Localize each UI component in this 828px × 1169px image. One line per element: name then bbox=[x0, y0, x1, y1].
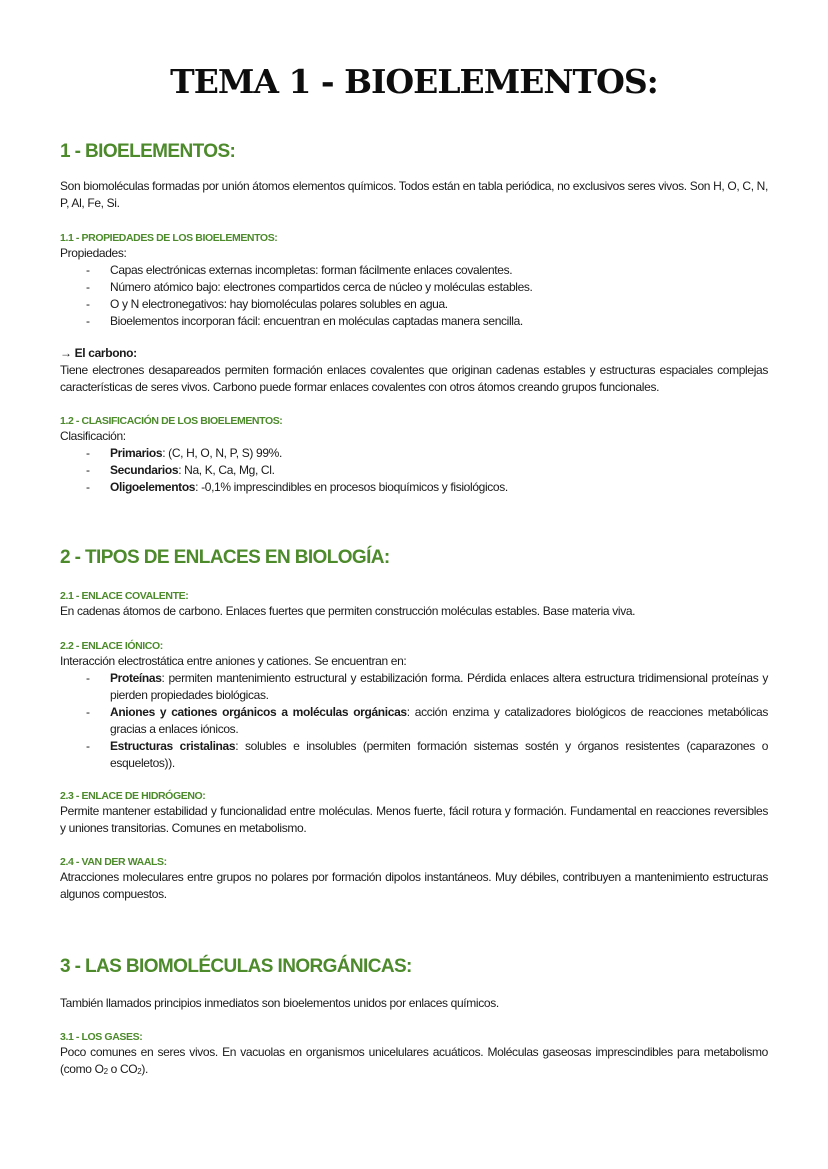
section-2-3-heading: 2.3 - ENLACE DE HIDRÓGENO: bbox=[60, 790, 206, 802]
section-1-2 bbox=[60, 414, 768, 496]
section-1-2-heading: 1.2 - CLASIFICACIÓN DE LOS BIOELEMENTOS: bbox=[60, 415, 283, 427]
section-2-heading: 2 - TIPOS DE ENLACES EN BIOLOGÍA: bbox=[60, 547, 390, 568]
section-3-1-text: Poco comunes en seres vivos. En vacuolas en organismos unicelulares acuáticos. Moléculas gaseosas imprescindibles para metabolismo (como $O_2$ o $CO_2$). bbox=[60, 1045, 768, 1076]
ionic-list bbox=[60, 670, 768, 772]
list-item: - Primarios: (C, H, O, N, P, S) 99%. bbox=[86, 446, 282, 460]
section-2-4-heading: 2.4 - VAN DER WAALS: bbox=[60, 856, 167, 868]
section-1-2-lead: Clasificación: bbox=[60, 429, 126, 443]
section-2-2-lead: Interacción electrostática entre aniones y cationes. Se encuentran en: bbox=[60, 654, 407, 668]
section-2-4 bbox=[60, 855, 768, 903]
list-item: - Oligoelementos: -0,1% imprescindibles en procesos bioquímicos y fisiológicos. bbox=[86, 480, 508, 494]
list-item: - Proteínas: permiten mantenimiento estructural y estabilización forma. Pérdida enlaces altera estructura tridimensional proteínas y pierden propiedades biológicas. bbox=[86, 671, 768, 702]
section-1-1 bbox=[60, 231, 768, 330]
section-2-1-text: En cadenas átomos de carbono. Enlaces fuertes que permiten construcción moléculas estables. Base materia viva. bbox=[60, 604, 636, 618]
carbono-block bbox=[60, 345, 768, 396]
section-2-3-text: Permite mantener estabilidad y funcionalidad entre moléculas. Menos fuerte, fácil rotura y formación. Fundamental en reacciones reversibles y uniones transitorias. Comunes en metabolismo. bbox=[60, 804, 768, 835]
list-item: - Número atómico bajo: electrones compartidos cerca de núcleo y moléculas estables. bbox=[86, 280, 533, 294]
list-item: - Capas electrónicas externas incompletas: forman fácilmente enlaces covalentes. bbox=[86, 263, 513, 277]
carbono-text: Tiene electrones desapareados permiten formación enlaces covalentes que originan cadenas estables y estructuras espaciales complejas características de seres vivos. Carbono puede formar enlaces covalentes con otros átomos creando grupos funcionales. bbox=[60, 363, 768, 394]
list-item: - Secundarios: Na, K, Ca, Mg, Cl. bbox=[86, 463, 275, 477]
list-item: - Bioelementos incorporan fácil: encuentran en moléculas captadas manera sencilla. bbox=[86, 314, 523, 328]
document-title: TEMA 1 - BIOELEMENTOS: bbox=[170, 62, 658, 101]
list-item: - Estructuras cristalinas: solubles e insolubles (permiten formación sistemas sostén y órganos resistentes (caparazones o esqueletos)). bbox=[86, 739, 769, 770]
section-2-2 bbox=[60, 639, 768, 772]
classification-list bbox=[60, 445, 768, 496]
section-2-4-text: Atracciones moleculares entre grupos no polares por formación dipolos instantáneos. Muy débiles, contribuyen a mantenimiento estructuras algunos compuestos. bbox=[60, 870, 768, 901]
section-3-1 bbox=[60, 1030, 768, 1080]
list-item: - Aniones y cationes orgánicos a moléculas orgánicas: acción enzima y catalizadores biológicos de reacciones metabólicas gracias a enlaces iónicos. bbox=[86, 705, 768, 736]
section-2-1 bbox=[60, 589, 768, 620]
section-2-2-heading: 2.2 - ENLACE IÓNICO: bbox=[60, 640, 163, 652]
section-1-1-heading: 1.1 - PROPIEDADES DE LOS BIOELEMENTOS: bbox=[60, 232, 278, 244]
section-1-intro: Son biomoléculas formadas por unión átomos elementos químicos. Todos están en tabla periódica, no exclusivos seres vivos. Son H, O, C, N, P, Al, Fe, Si. bbox=[60, 179, 768, 210]
section-2-3 bbox=[60, 789, 768, 837]
section-1-1-lead: Propiedades: bbox=[60, 246, 127, 260]
carbono-heading: → El carbono: bbox=[60, 346, 137, 360]
section-3-intro: También llamados principios inmediatos son bioelementos unidos por enlaces químicos. bbox=[60, 996, 499, 1010]
list-item: - O y N electronegativos: hay biomoléculas polares solubles en agua. bbox=[86, 297, 448, 311]
properties-list bbox=[60, 262, 768, 330]
section-2-1-heading: 2.1 - ENLACE COVALENTE: bbox=[60, 590, 189, 602]
section-1-heading: 1 - BIOELEMENTOS: bbox=[60, 141, 236, 162]
section-3-1-heading: 3.1 - LOS GASES: bbox=[60, 1031, 143, 1043]
section-3-heading: 3 - LAS BIOMOLÉCULAS INORGÁNICAS: bbox=[60, 956, 412, 977]
